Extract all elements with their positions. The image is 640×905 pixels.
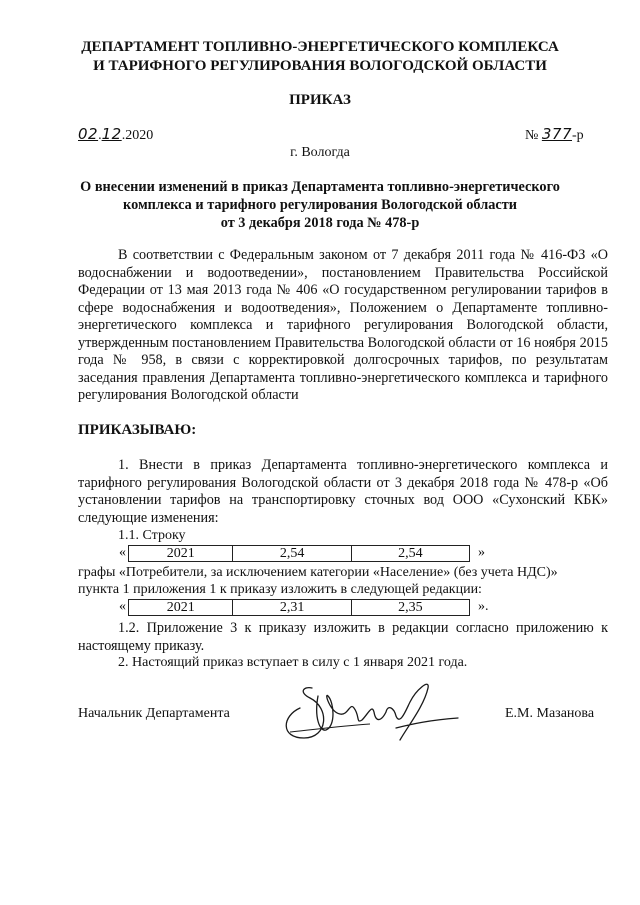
order-number: № 377-р	[525, 125, 584, 143]
handwritten-signature	[270, 668, 470, 748]
column-description-line: графы «Потребители, за исключением категории «Население» (без учета НДС)»	[78, 565, 558, 580]
date-month-handwritten: 12	[101, 125, 122, 143]
city: г. Вологда	[290, 145, 350, 160]
item-1-paragraph: 1. Внести в приказ Департамента топливно-энергетического комплекса и тарифного регулирования Вологодской области от 3 декабря 2018 года № 478-р «Об установлении тарифов на транспортировку сточных вод ООО «Сухонский КБК» следующие изменения:	[78, 457, 608, 526]
signatory-name: Е.М. Мазанова	[505, 706, 595, 721]
open-quote: «	[119, 599, 126, 614]
close-quote: »	[478, 545, 485, 560]
tariff-row-old	[128, 545, 470, 562]
number-handwritten: 377	[541, 125, 572, 143]
department-name-line1: ДЕПАРТАМЕНТ ТОПЛИВНО-ЭНЕРГЕТИЧЕСКОГО КОМПЛЕКСА	[81, 39, 559, 55]
close-quote: ».	[478, 599, 489, 614]
order-date: 02.12.2020	[78, 125, 154, 143]
table-cell-value: 2,35	[351, 600, 469, 616]
table-cell-value: 2,31	[233, 600, 351, 616]
table-cell-year: 2021	[129, 600, 233, 616]
item-2-paragraph: 2. Настоящий приказ вступает в силу с 1 января 2021 года.	[118, 655, 468, 670]
column-description-line-2: пункта 1 приложения 1 к приказу изложить в следующей редакции:	[78, 582, 482, 597]
open-quote: «	[119, 545, 126, 560]
subject-heading: О внесении изменений в приказ Департамента топливно-энергетического комплекса и тарифного регулирования Вологодской области от 3 декабря 2018 года № 478-р	[80, 179, 560, 231]
date-year: .2020	[121, 128, 154, 143]
department-name-line2: И ТАРИФНОГО РЕГУЛИРОВАНИЯ ВОЛОГОДСКОЙ ОБЛАСТИ	[93, 58, 547, 74]
table-cell-year: 2021	[129, 546, 233, 562]
item-1-2-paragraph: 1.2. Приложение 3 к приказу изложить в редакции согласно приложению к настоящему приказу.	[78, 620, 608, 654]
document-type: ПРИКАЗ	[289, 92, 351, 108]
preamble-paragraph: В соответствии с Федеральным законом от 7 декабря 2011 года № 416-ФЗ «О водоснабжении и водоотведении», постановлением Правительства Российской Федерации от 13 мая 2013 года № 406 «О государственном регулировании тарифов в сфере водоснабжения и водоотведения», Положением о Департаменте топливно-энергетического комплекса и тарифного регулирования Вологодской области, утвержденным постановлением Правительства Вологодской области от 16 ноября 2015 года № 958, в связи с корректировкой долгосрочных тарифов, по результатам заседания правления Департамента топливно-энергетического комплекса и тарифного регулирования Вологодской области	[78, 247, 608, 403]
tariff-row-new	[128, 599, 470, 616]
table-cell-value: 2,54	[233, 546, 351, 562]
table-cell-value: 2,54	[351, 546, 469, 562]
date-day-handwritten: 02	[78, 125, 99, 143]
signatory-position: Начальник Департамента	[78, 706, 230, 721]
order-word: ПРИКАЗЫВАЮ:	[78, 422, 197, 438]
item-1-1-label: 1.1. Строку	[118, 528, 186, 543]
